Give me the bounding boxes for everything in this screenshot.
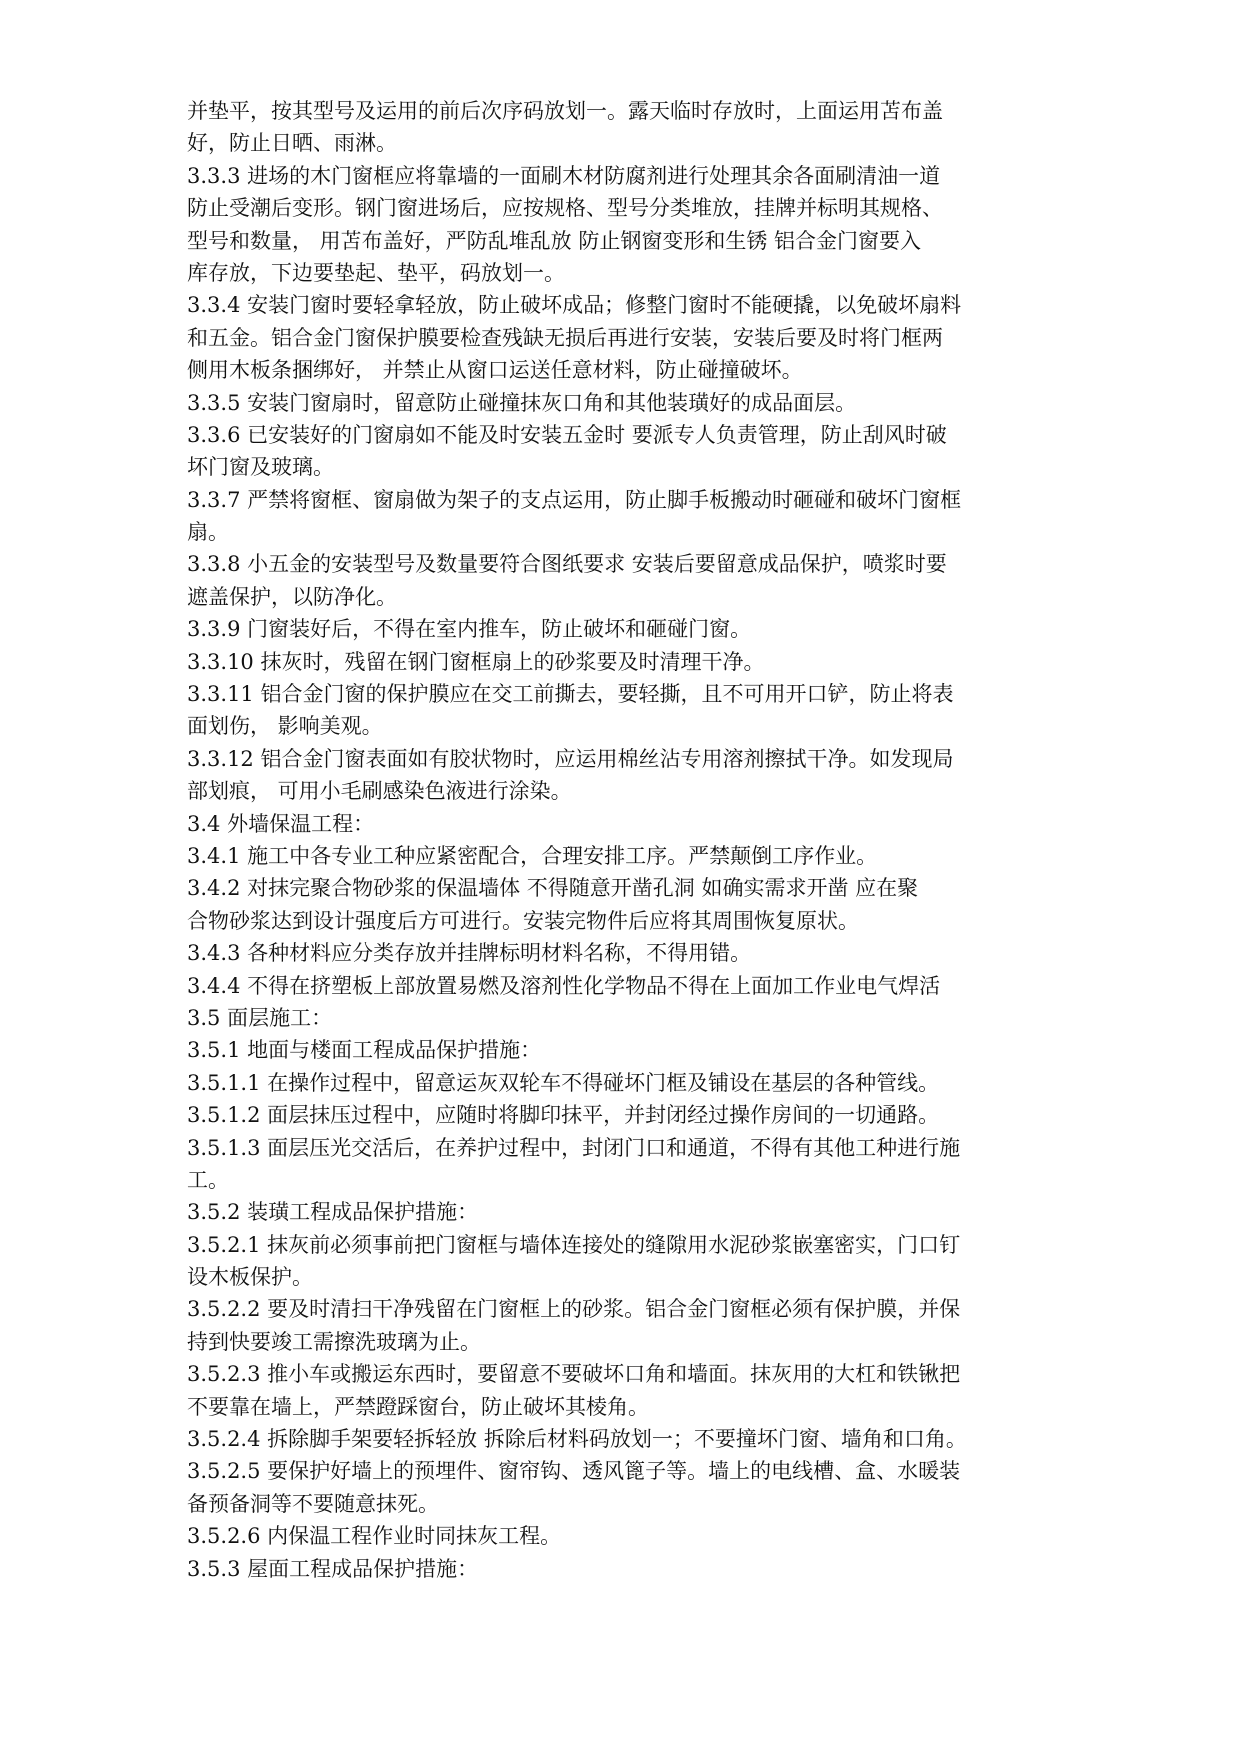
text-line: 3.5.2.5 要保护好墙上的预埋件、窗帘钩、透风篦子等。墙上的电线槽、盒、水暖装 (187, 1459, 961, 1484)
text-line: 3.5.1.2 面层抹压过程中，应随时将脚印抹平，并封闭经过操作房间的一切通路。 (187, 1103, 940, 1128)
text-line: 不要靠在墙上，严禁蹬踩窗台，防止破坏其棱角。 (187, 1394, 649, 1419)
text-line: 3.5.2.3 推小车或搬运东西时，要留意不要破坏口角和墙面。抹灰用的大杠和铁锹把 (187, 1362, 961, 1387)
text-line: 3.4.2 对抹完聚合物砂浆的保温墙体 不得随意开凿孔洞 如确实需求开凿 应在聚 (187, 876, 919, 901)
text-line: 好，防止日晒、雨淋。 (187, 131, 397, 156)
text-line: 侧用木板条捆绑好， 并禁止从窗口运送任意材料，防止碰撞破坏。 (187, 358, 803, 383)
text-line: 3.3.6 已安装好的门窗扇如不能及时安装五金时 要派专人负责管理，防止刮风时破 (187, 422, 947, 447)
text-line: 3.5 面层施工： (187, 1005, 333, 1030)
text-line: 合物砂浆达到设计强度后方可进行。安装完物件后应将其周围恢复原状。 (187, 908, 859, 933)
text-line: 3.3.10 抹灰时，残留在钢门窗框扇上的砂浆要及时清理干净。 (187, 649, 765, 674)
text-line: 3.4 外墙保温工程： (187, 811, 375, 836)
text-line: 持到快要竣工需擦洗玻璃为止。 (187, 1329, 481, 1354)
text-line: 并垫平，按其型号及运用的前后次序码放划一。露天临时存放时，上面运用苫布盖 (187, 99, 943, 123)
text-line: 3.3.7 严禁将窗框、窗扇做为架子的支点运用，防止脚手板搬动时砸碰和破坏门窗框 (187, 487, 962, 512)
text-line: 3.5.3 屋面工程成品保护措施： (187, 1556, 479, 1581)
text-line: 部划痕， 可用小毛刷感染色液进行涂染。 (187, 779, 572, 804)
text-line: 3.5.2.6 内保温工程作业时同抹灰工程。 (187, 1524, 562, 1549)
text-line: 3.3.3 进场的木门窗框应将靠墙的一面刷木材防腐剂进行处理其余各面刷清油一道 (187, 163, 941, 188)
text-line: 扇。 (187, 520, 229, 545)
text-line: 遮盖保护，以防净化。 (187, 584, 397, 609)
text-line: 工。 (187, 1167, 229, 1192)
text-line: 3.3.8 小五金的安装型号及数量要符合图纸要求 安装后要留意成品保护，喷浆时要 (187, 552, 947, 577)
text-line: 防止受潮后变形。钢门窗进场后，应按规格、型号分类堆放，挂牌并标明其规格、 (187, 196, 943, 221)
text-line: 3.3.4 安装门窗时要轻拿轻放，防止破坏成品；修整门窗时不能硬撬，以免破坏扇料 (187, 293, 962, 318)
text-line: 备预备洞等不要随意抹死。 (187, 1491, 439, 1516)
text-line: 3.5.2.4 拆除脚手架要轻拆轻放 拆除后材料码放划一；不要撞坏门窗、墙角和口角。 (187, 1427, 967, 1452)
text-line: 型号和数量， 用苫布盖好，严防乱堆乱放 防止钢窗变形和生锈 铝合金门窗要入 (187, 228, 922, 253)
text-line: 3.5.1.3 面层压光交活后，在养护过程中，封闭门口和通道，不得有其他工种进行施 (187, 1135, 961, 1160)
text-line: 3.4.4 不得在挤塑板上部放置易燃及溶剂性化学物品不得在上面加工作业电气焊活 (187, 973, 941, 998)
document-body (187, 95, 1087, 1585)
text-line: 坏门窗及玻璃。 (187, 455, 334, 480)
text-line: 3.5.2 装璜工程成品保护措施： (187, 1200, 479, 1225)
text-line: 3.3.5 安装门窗扇时，留意防止碰撞抹灰口角和其他装璜好的成品面层。 (187, 390, 857, 415)
text-line: 3.5.2.1 抹灰前必须事前把门窗框与墙体连接处的缝隙用水泥砂浆嵌塞密实，门口钉 (187, 1232, 961, 1257)
text-line: 设木板保护。 (187, 1265, 313, 1290)
text-line: 3.5.1.1 在操作过程中，留意运灰双轮车不得碰坏门框及铺设在基层的各种管线。 (187, 1070, 940, 1095)
text-line: 和五金。铝合金门窗保护膜要检查残缺无损后再进行安装，安装后要及时将门框两 (187, 325, 943, 350)
text-line: 3.5.1 地面与楼面工程成品保护措施： (187, 1038, 542, 1063)
text-line: 库存放，下边要垫起、垫平，码放划一。 (187, 260, 565, 285)
text-line: 3.3.11 铝合金门窗的保护膜应在交工前撕去，要轻撕，且不可用开口铲，防止将表 (187, 682, 954, 707)
text-line: 3.4.3 各种材料应分类存放并挂牌标明材料名称，不得用错。 (187, 941, 752, 966)
text-line: 3.5.2.2 要及时清扫干净残留在门窗框上的砂浆。铝合金门窗框必须有保护膜，并保 (187, 1297, 961, 1322)
text-line: 3.4.1 施工中各专业工种应紧密配合，合理安排工序。严禁颠倒工序作业。 (187, 843, 878, 868)
text-line: 3.3.12 铝合金门窗表面如有胶状物时，应运用棉丝沾专用溶剂擦拭干净。如发现局 (187, 746, 954, 771)
text-line: 面划伤， 影响美观。 (187, 714, 383, 739)
text-line: 3.3.9 门窗装好后，不得在室内推车，防止破坏和砸碰门窗。 (187, 617, 752, 642)
